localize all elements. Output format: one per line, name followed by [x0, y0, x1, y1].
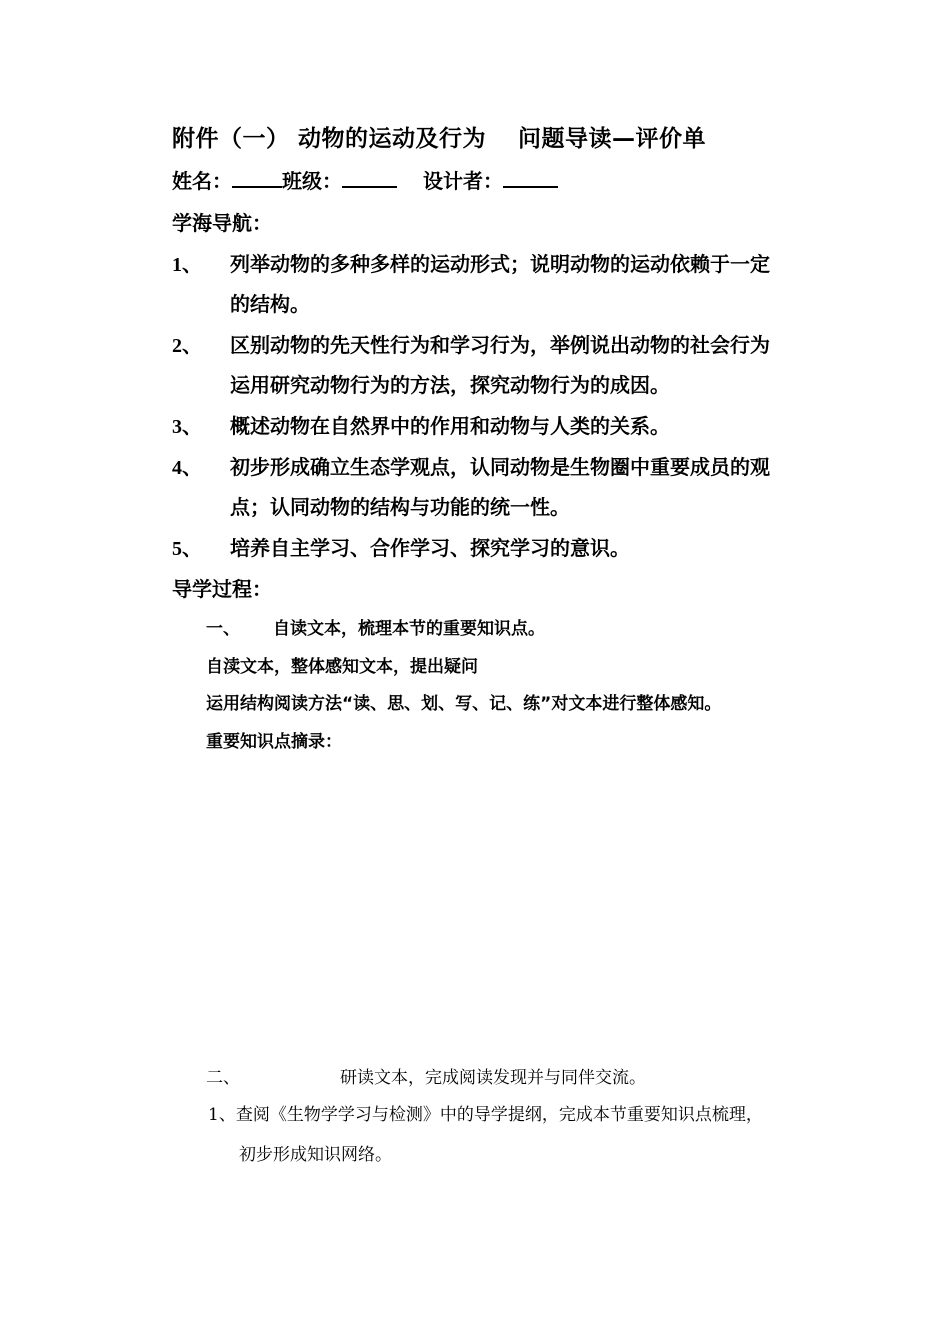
section-1-line: 运用结构阅读方法“读、思、划、写、记、练”对文本进行整体感知。: [206, 694, 722, 714]
process-heading: 导学过程：: [172, 577, 272, 601]
document-title: 附件（一） 动物的运动及行为 问题导读—评价单: [172, 126, 707, 152]
class-label: 班级：: [282, 169, 342, 193]
objective-text: 初步形成确立生态学观点，认同动物是生物圈中重要成员的观: [230, 455, 770, 479]
objective-text: 列举动物的多种多样的运动形式；说明动物的运动依赖于一定: [230, 252, 770, 276]
objective-number: 4、: [172, 457, 202, 479]
nav-heading: 学海导航：: [172, 211, 272, 235]
objective-text: 点；认同动物的结构与功能的统一性。: [230, 495, 570, 519]
section-2-number: 二、: [206, 1068, 240, 1088]
section-1-title: 自读文本，梳理本节的重要知识点。: [273, 619, 545, 639]
objective-number: 2、: [172, 335, 202, 357]
section-1-line: 自渎文本，整体感知文本，提出疑问: [206, 657, 478, 677]
objective-text: 的结构。: [230, 292, 310, 316]
objective-text: 区别动物的先天性行为和学习行为，举例说出动物的社会行为: [230, 333, 770, 357]
objective-number: 5、: [172, 538, 202, 560]
objective-text: 培养自主学习、合作学习、探究学习的意识。: [230, 536, 630, 560]
section-1-line: 重要知识点摘录：: [206, 732, 342, 752]
objective-number: 1、: [172, 254, 202, 276]
objective-text: 概述动物在自然界中的作用和动物与人类的关系。: [230, 414, 670, 438]
name-blank[interactable]: [232, 166, 282, 188]
section-2-item: 初步形成知识网络。: [239, 1145, 392, 1165]
section-1-number: 一、: [206, 619, 240, 639]
section-2-title: 研读文本，完成阅读发现并与同伴交流。: [340, 1068, 646, 1088]
section-2-item: 1、查阅《生物学学习与检测》中的导学提纲，完成本节重要知识点梳理，: [208, 1105, 763, 1125]
student-info-line: [172, 165, 558, 194]
designer-label: 设计者：: [423, 169, 503, 193]
objective-text: 运用研究动物行为的方法，探究动物行为的成因。: [230, 373, 670, 397]
objective-number: 3、: [172, 416, 202, 438]
designer-blank[interactable]: [503, 166, 558, 188]
class-blank[interactable]: [342, 166, 397, 188]
name-label: 姓名：: [172, 169, 232, 193]
